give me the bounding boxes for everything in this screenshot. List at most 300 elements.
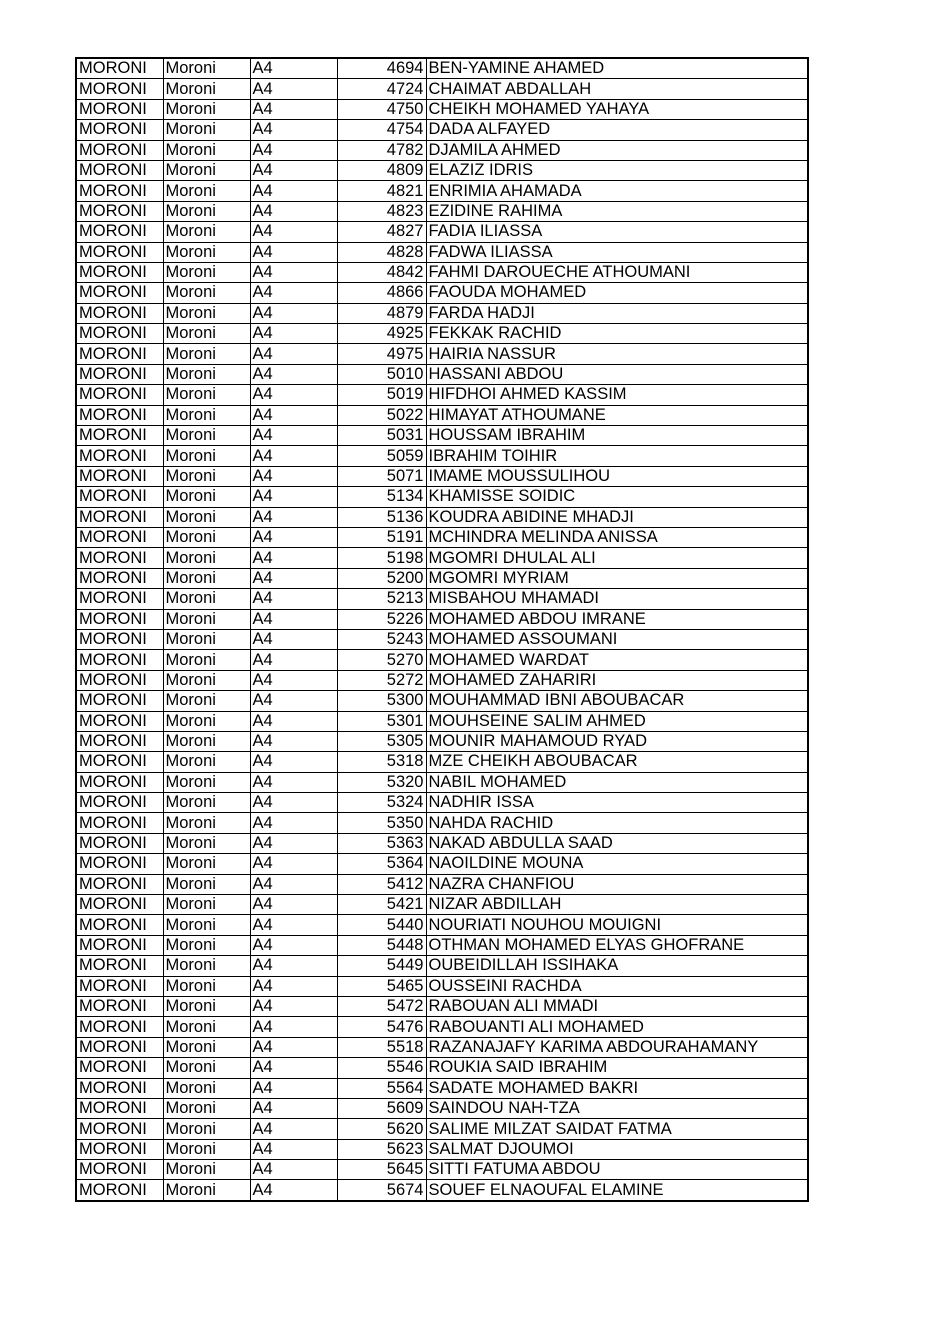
name-cell: FAHMI DAROUECHE ATHOUMANI	[426, 262, 808, 282]
region-cell: MORONI	[76, 120, 163, 140]
table-row	[76, 813, 808, 833]
city-cell: Moroni	[163, 385, 250, 405]
name-cell: HASSANI ABDOU	[426, 364, 808, 384]
table-row	[76, 1017, 808, 1037]
table-row	[76, 711, 808, 731]
class-cell: A4	[250, 466, 337, 486]
class-cell: A4	[250, 222, 337, 242]
city-cell: Moroni	[163, 426, 250, 446]
class-cell: A4	[250, 935, 337, 955]
region-cell: MORONI	[76, 895, 163, 915]
number-cell: 4750	[337, 99, 426, 119]
number-cell: 5213	[337, 589, 426, 609]
name-cell: BEN-YAMINE AHAMED	[426, 58, 808, 79]
class-cell: A4	[250, 527, 337, 547]
number-cell: 4809	[337, 160, 426, 180]
number-cell: 5518	[337, 1037, 426, 1057]
region-cell: MORONI	[76, 140, 163, 160]
class-cell: A4	[250, 650, 337, 670]
number-cell: 5324	[337, 793, 426, 813]
region-cell: MORONI	[76, 160, 163, 180]
number-cell: 5226	[337, 609, 426, 629]
class-cell: A4	[250, 426, 337, 446]
class-cell: A4	[250, 140, 337, 160]
number-cell: 5059	[337, 446, 426, 466]
city-cell: Moroni	[163, 303, 250, 323]
number-cell: 4724	[337, 79, 426, 99]
number-cell: 4842	[337, 262, 426, 282]
table-row	[76, 772, 808, 792]
class-cell: A4	[250, 120, 337, 140]
table-row	[76, 752, 808, 772]
name-cell: FADIA ILIASSA	[426, 222, 808, 242]
number-cell: 5465	[337, 976, 426, 996]
city-cell: Moroni	[163, 1160, 250, 1180]
region-cell: MORONI	[76, 711, 163, 731]
name-cell: DADA ALFAYED	[426, 120, 808, 140]
name-cell: FEKKAK RACHID	[426, 324, 808, 344]
city-cell: Moroni	[163, 833, 250, 853]
number-cell: 5449	[337, 956, 426, 976]
region-cell: MORONI	[76, 242, 163, 262]
city-cell: Moroni	[163, 772, 250, 792]
region-cell: MORONI	[76, 487, 163, 507]
table-row	[76, 303, 808, 323]
city-cell: Moroni	[163, 650, 250, 670]
table-row	[76, 1160, 808, 1180]
city-cell: Moroni	[163, 262, 250, 282]
city-cell: Moroni	[163, 548, 250, 568]
city-cell: Moroni	[163, 160, 250, 180]
class-cell: A4	[250, 691, 337, 711]
table-row	[76, 874, 808, 894]
name-cell: NIZAR ABDILLAH	[426, 895, 808, 915]
city-cell: Moroni	[163, 996, 250, 1016]
number-cell: 5546	[337, 1058, 426, 1078]
class-cell: A4	[250, 160, 337, 180]
number-cell: 5071	[337, 466, 426, 486]
region-cell: MORONI	[76, 956, 163, 976]
table-row	[76, 956, 808, 976]
table-row	[76, 58, 808, 79]
name-cell: HAIRIA NASSUR	[426, 344, 808, 364]
region-cell: MORONI	[76, 222, 163, 242]
name-cell: FAOUDA MOHAMED	[426, 283, 808, 303]
name-cell: NADHIR ISSA	[426, 793, 808, 813]
region-cell: MORONI	[76, 385, 163, 405]
table-row	[76, 568, 808, 588]
table-row	[76, 1139, 808, 1159]
table-row	[76, 181, 808, 201]
class-cell: A4	[250, 1098, 337, 1118]
city-cell: Moroni	[163, 629, 250, 649]
number-cell: 4823	[337, 201, 426, 221]
name-cell: MOHAMED WARDAT	[426, 650, 808, 670]
region-cell: MORONI	[76, 813, 163, 833]
class-cell: A4	[250, 895, 337, 915]
number-cell: 5645	[337, 1160, 426, 1180]
number-cell: 5476	[337, 1017, 426, 1037]
number-cell: 5300	[337, 691, 426, 711]
city-cell: Moroni	[163, 222, 250, 242]
name-cell: MISBAHOU MHAMADI	[426, 589, 808, 609]
number-cell: 4827	[337, 222, 426, 242]
table-row	[76, 793, 808, 813]
number-cell: 4754	[337, 120, 426, 140]
city-cell: Moroni	[163, 915, 250, 935]
name-cell: MGOMRI DHULAL ALI	[426, 548, 808, 568]
name-cell: MOUHAMMAD IBNI ABOUBACAR	[426, 691, 808, 711]
number-cell: 5609	[337, 1098, 426, 1118]
city-cell: Moroni	[163, 874, 250, 894]
class-cell: A4	[250, 1180, 337, 1201]
results-table	[75, 57, 809, 1202]
class-cell: A4	[250, 385, 337, 405]
city-cell: Moroni	[163, 895, 250, 915]
region-cell: MORONI	[76, 1058, 163, 1078]
class-cell: A4	[250, 752, 337, 772]
city-cell: Moroni	[163, 670, 250, 690]
city-cell: Moroni	[163, 120, 250, 140]
city-cell: Moroni	[163, 1078, 250, 1098]
city-cell: Moroni	[163, 752, 250, 772]
region-cell: MORONI	[76, 466, 163, 486]
number-cell: 4694	[337, 58, 426, 79]
table-row	[76, 895, 808, 915]
region-cell: MORONI	[76, 364, 163, 384]
name-cell: MOUHSEINE SALIM AHMED	[426, 711, 808, 731]
region-cell: MORONI	[76, 79, 163, 99]
name-cell: SALMAT DJOUMOI	[426, 1139, 808, 1159]
number-cell: 5305	[337, 731, 426, 751]
name-cell: ROUKIA SAID IBRAHIM	[426, 1058, 808, 1078]
region-cell: MORONI	[76, 731, 163, 751]
region-cell: MORONI	[76, 344, 163, 364]
city-cell: Moroni	[163, 711, 250, 731]
number-cell: 5200	[337, 568, 426, 588]
name-cell: OTHMAN MOHAMED ELYAS GHOFRANE	[426, 935, 808, 955]
name-cell: HIFDHOI AHMED KASSIM	[426, 385, 808, 405]
region-cell: MORONI	[76, 874, 163, 894]
name-cell: RABOUAN ALI MMADI	[426, 996, 808, 1016]
table-row	[76, 344, 808, 364]
city-cell: Moroni	[163, 731, 250, 751]
name-cell: DJAMILA AHMED	[426, 140, 808, 160]
region-cell: MORONI	[76, 1180, 163, 1201]
city-cell: Moroni	[163, 854, 250, 874]
name-cell: IMAME MOUSSULIHOU	[426, 466, 808, 486]
number-cell: 4975	[337, 344, 426, 364]
class-cell: A4	[250, 487, 337, 507]
city-cell: Moroni	[163, 1139, 250, 1159]
class-cell: A4	[250, 1017, 337, 1037]
class-cell: A4	[250, 996, 337, 1016]
city-cell: Moroni	[163, 446, 250, 466]
table-row	[76, 242, 808, 262]
class-cell: A4	[250, 548, 337, 568]
name-cell: NAHDA RACHID	[426, 813, 808, 833]
table-row	[76, 79, 808, 99]
table-row	[76, 405, 808, 425]
region-cell: MORONI	[76, 1037, 163, 1057]
name-cell: ENRIMIA AHAMADA	[426, 181, 808, 201]
city-cell: Moroni	[163, 324, 250, 344]
number-cell: 5364	[337, 854, 426, 874]
class-cell: A4	[250, 793, 337, 813]
number-cell: 5243	[337, 629, 426, 649]
table-row	[76, 120, 808, 140]
class-cell: A4	[250, 772, 337, 792]
table-row	[76, 466, 808, 486]
class-cell: A4	[250, 1058, 337, 1078]
class-cell: A4	[250, 589, 337, 609]
city-cell: Moroni	[163, 1180, 250, 1201]
region-cell: MORONI	[76, 507, 163, 527]
table-row	[76, 446, 808, 466]
number-cell: 4879	[337, 303, 426, 323]
table-row	[76, 1037, 808, 1057]
city-cell: Moroni	[163, 140, 250, 160]
number-cell: 4782	[337, 140, 426, 160]
class-cell: A4	[250, 874, 337, 894]
city-cell: Moroni	[163, 181, 250, 201]
city-cell: Moroni	[163, 58, 250, 79]
name-cell: KOUDRA ABIDINE MHADJI	[426, 507, 808, 527]
region-cell: MORONI	[76, 426, 163, 446]
name-cell: HOUSSAM IBRAHIM	[426, 426, 808, 446]
region-cell: MORONI	[76, 1017, 163, 1037]
number-cell: 5674	[337, 1180, 426, 1201]
class-cell: A4	[250, 1160, 337, 1180]
city-cell: Moroni	[163, 242, 250, 262]
table-row	[76, 160, 808, 180]
region-cell: MORONI	[76, 446, 163, 466]
table-row	[76, 262, 808, 282]
region-cell: MORONI	[76, 1119, 163, 1139]
city-cell: Moroni	[163, 79, 250, 99]
name-cell: MOUNIR MAHAMOUD RYAD	[426, 731, 808, 751]
class-cell: A4	[250, 731, 337, 751]
class-cell: A4	[250, 58, 337, 79]
region-cell: MORONI	[76, 976, 163, 996]
city-cell: Moroni	[163, 793, 250, 813]
name-cell: SADATE MOHAMED BAKRI	[426, 1078, 808, 1098]
name-cell: KHAMISSE SOIDIC	[426, 487, 808, 507]
table-row	[76, 548, 808, 568]
city-cell: Moroni	[163, 487, 250, 507]
region-cell: MORONI	[76, 670, 163, 690]
city-cell: Moroni	[163, 405, 250, 425]
table-row	[76, 364, 808, 384]
class-cell: A4	[250, 629, 337, 649]
table-row	[76, 854, 808, 874]
class-cell: A4	[250, 609, 337, 629]
name-cell: CHAIMAT ABDALLAH	[426, 79, 808, 99]
class-cell: A4	[250, 201, 337, 221]
class-cell: A4	[250, 1037, 337, 1057]
class-cell: A4	[250, 854, 337, 874]
number-cell: 5191	[337, 527, 426, 547]
name-cell: NABIL MOHAMED	[426, 772, 808, 792]
number-cell: 5010	[337, 364, 426, 384]
city-cell: Moroni	[163, 691, 250, 711]
table-row	[76, 670, 808, 690]
number-cell: 5022	[337, 405, 426, 425]
region-cell: MORONI	[76, 996, 163, 1016]
table-row	[76, 324, 808, 344]
class-cell: A4	[250, 181, 337, 201]
number-cell: 5472	[337, 996, 426, 1016]
number-cell: 5440	[337, 915, 426, 935]
class-cell: A4	[250, 364, 337, 384]
region-cell: MORONI	[76, 181, 163, 201]
city-cell: Moroni	[163, 344, 250, 364]
table-row	[76, 650, 808, 670]
name-cell: EZIDINE RAHIMA	[426, 201, 808, 221]
city-cell: Moroni	[163, 935, 250, 955]
class-cell: A4	[250, 303, 337, 323]
table-row	[76, 201, 808, 221]
name-cell: RABOUANTI ALI MOHAMED	[426, 1017, 808, 1037]
class-cell: A4	[250, 344, 337, 364]
region-cell: MORONI	[76, 303, 163, 323]
city-cell: Moroni	[163, 1037, 250, 1057]
table-row	[76, 1078, 808, 1098]
region-cell: MORONI	[76, 629, 163, 649]
name-cell: MOHAMED ABDOU IMRANE	[426, 609, 808, 629]
region-cell: MORONI	[76, 935, 163, 955]
number-cell: 5134	[337, 487, 426, 507]
region-cell: MORONI	[76, 568, 163, 588]
region-cell: MORONI	[76, 201, 163, 221]
region-cell: MORONI	[76, 1078, 163, 1098]
region-cell: MORONI	[76, 609, 163, 629]
class-cell: A4	[250, 79, 337, 99]
number-cell: 4828	[337, 242, 426, 262]
number-cell: 4925	[337, 324, 426, 344]
number-cell: 5318	[337, 752, 426, 772]
region-cell: MORONI	[76, 1098, 163, 1118]
region-cell: MORONI	[76, 262, 163, 282]
number-cell: 5136	[337, 507, 426, 527]
name-cell: MCHINDRA MELINDA ANISSA	[426, 527, 808, 547]
city-cell: Moroni	[163, 283, 250, 303]
name-cell: HIMAYAT ATHOUMANE	[426, 405, 808, 425]
number-cell: 5564	[337, 1078, 426, 1098]
region-cell: MORONI	[76, 752, 163, 772]
number-cell: 4821	[337, 181, 426, 201]
class-cell: A4	[250, 1119, 337, 1139]
class-cell: A4	[250, 956, 337, 976]
city-cell: Moroni	[163, 813, 250, 833]
region-cell: MORONI	[76, 793, 163, 813]
name-cell: NAZRA CHANFIOU	[426, 874, 808, 894]
table-row	[76, 1180, 808, 1201]
table-row	[76, 609, 808, 629]
table-row	[76, 915, 808, 935]
table-row	[76, 691, 808, 711]
class-cell: A4	[250, 813, 337, 833]
name-cell: SOUEF ELNAOUFAL ELAMINE	[426, 1180, 808, 1201]
city-cell: Moroni	[163, 568, 250, 588]
table-row	[76, 629, 808, 649]
name-cell: MOHAMED ASSOUMANI	[426, 629, 808, 649]
class-cell: A4	[250, 99, 337, 119]
name-cell: NAOILDINE MOUNA	[426, 854, 808, 874]
class-cell: A4	[250, 670, 337, 690]
class-cell: A4	[250, 1139, 337, 1159]
name-cell: OUBEIDILLAH ISSIHAKA	[426, 956, 808, 976]
name-cell: OUSSEINI RACHDA	[426, 976, 808, 996]
city-cell: Moroni	[163, 466, 250, 486]
city-cell: Moroni	[163, 589, 250, 609]
results-table-body	[76, 58, 808, 1201]
table-row	[76, 222, 808, 242]
table-row	[76, 283, 808, 303]
name-cell: NAKAD ABDULLA SAAD	[426, 833, 808, 853]
name-cell: MGOMRI MYRIAM	[426, 568, 808, 588]
table-row	[76, 507, 808, 527]
table-row	[76, 1098, 808, 1118]
class-cell: A4	[250, 262, 337, 282]
number-cell: 5031	[337, 426, 426, 446]
region-cell: MORONI	[76, 589, 163, 609]
region-cell: MORONI	[76, 1139, 163, 1159]
region-cell: MORONI	[76, 99, 163, 119]
table-row	[76, 99, 808, 119]
number-cell: 5301	[337, 711, 426, 731]
name-cell: FADWA ILIASSA	[426, 242, 808, 262]
class-cell: A4	[250, 242, 337, 262]
region-cell: MORONI	[76, 650, 163, 670]
class-cell: A4	[250, 1078, 337, 1098]
city-cell: Moroni	[163, 1098, 250, 1118]
number-cell: 5421	[337, 895, 426, 915]
number-cell: 5350	[337, 813, 426, 833]
region-cell: MORONI	[76, 1160, 163, 1180]
name-cell: CHEIKH MOHAMED YAHAYA	[426, 99, 808, 119]
table-row	[76, 833, 808, 853]
number-cell: 5412	[337, 874, 426, 894]
region-cell: MORONI	[76, 833, 163, 853]
name-cell: SITTI FATUMA ABDOU	[426, 1160, 808, 1180]
city-cell: Moroni	[163, 1119, 250, 1139]
number-cell: 5448	[337, 935, 426, 955]
table-row	[76, 426, 808, 446]
city-cell: Moroni	[163, 527, 250, 547]
table-row	[76, 935, 808, 955]
region-cell: MORONI	[76, 324, 163, 344]
number-cell: 4866	[337, 283, 426, 303]
table-row	[76, 589, 808, 609]
table-row	[76, 527, 808, 547]
number-cell: 5320	[337, 772, 426, 792]
region-cell: MORONI	[76, 283, 163, 303]
class-cell: A4	[250, 324, 337, 344]
name-cell: MOHAMED ZAHARIRI	[426, 670, 808, 690]
table-row	[76, 1058, 808, 1078]
number-cell: 5363	[337, 833, 426, 853]
table-row	[76, 1119, 808, 1139]
class-cell: A4	[250, 507, 337, 527]
region-cell: MORONI	[76, 854, 163, 874]
name-cell: SALIME MILZAT SAIDAT FATMA	[426, 1119, 808, 1139]
table-row	[76, 996, 808, 1016]
city-cell: Moroni	[163, 1017, 250, 1037]
table-row	[76, 731, 808, 751]
number-cell: 5623	[337, 1139, 426, 1159]
table-row	[76, 140, 808, 160]
